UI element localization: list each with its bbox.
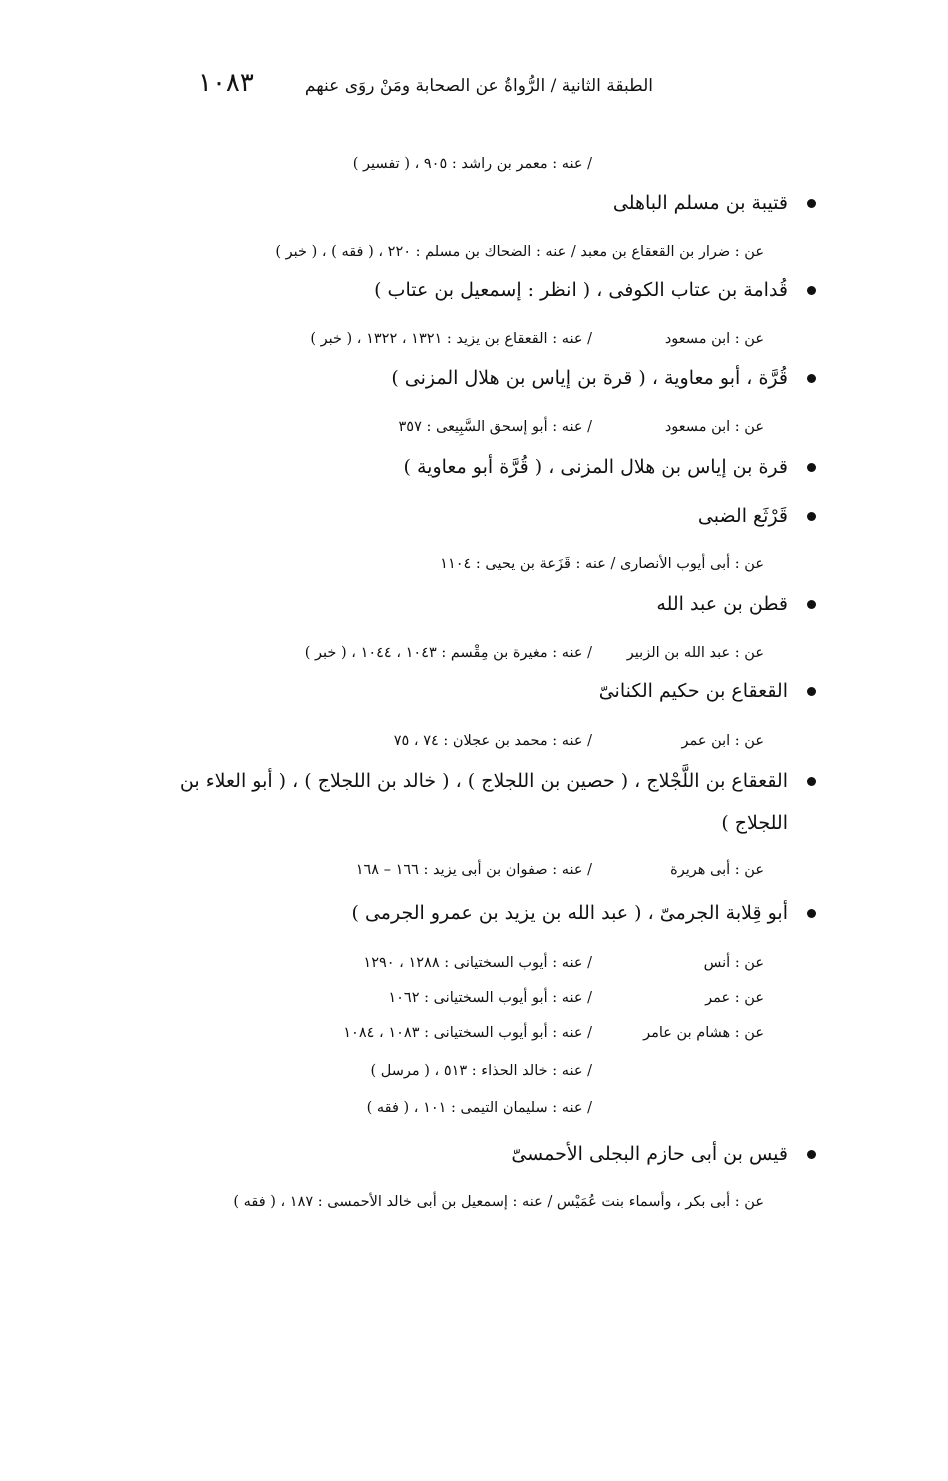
bullet-icon [807, 512, 816, 521]
narrator-from: عن : ابن مسعود [664, 419, 764, 435]
narrator-from: عن : عمر [705, 990, 764, 1006]
entry-heading: قَرْثَع الضبى [697, 505, 788, 527]
page-number: ١٠٨٣ [198, 68, 254, 98]
bullet-icon [807, 463, 816, 472]
running-header-title: الطبقة الثانية / الرُّواةُ عن الصحابة ومَنْ روَى عنهم [304, 76, 653, 96]
narrator-to: / عنه : مغيرة بن مِقْسم : ١٠٤٣ ، ١٠٤٤ ، ( خبر ) [304, 645, 592, 661]
bullet-icon [807, 909, 816, 918]
narrator-to: / عنه : خالد الحذاء : ٥١٣ ، ( مرسل ) [370, 1063, 592, 1079]
entry-heading: قرة بن إياس بن هلال المزنى ، ( قُرَّة أبو معاوية ) [403, 456, 788, 478]
bullet-icon [807, 1150, 816, 1159]
narrator-to: / عنه : محمد بن عجلان : ٧٤ ، ٧٥ [393, 733, 592, 749]
narrator-to: / عنه : سليمان التيمى : ١٠١ ، ( فقه ) [366, 1100, 592, 1116]
bullet-icon [807, 600, 816, 609]
narrator-to: / عنه : أبو إسحق السَّبِيعى : ٣٥٧ [398, 419, 592, 435]
entry-heading: قتيبة بن مسلم الباهلى [612, 192, 788, 214]
bullet-icon [807, 374, 816, 383]
narrator-line: / عنه : معمر بن راشد : ٩٠٥ ، ( تفسير ) [352, 156, 592, 172]
entry-heading-continued: اللجلاج ) [721, 812, 788, 834]
narrator-line: عن : ضرار بن القعقاع بن معبد / عنه : الضحاك بن مسلم : ٢٢٠ ، ( فقه ) ، ( خبر ) [275, 244, 764, 260]
entry-heading: القعقاع بن حكيم الكنانىّ [598, 680, 788, 702]
entry-heading: أبو قِلابة الجرمىّ ، ( عبد الله بن يزيد بن عمرو الجرمى ) [351, 902, 788, 924]
bullet-icon [807, 286, 816, 295]
bullet-icon [807, 687, 816, 696]
narrator-from: عن : أنس [703, 955, 764, 971]
entry-heading: قُرَّة ، أبو معاوية ، ( قرة بن إياس بن هلال المزنى ) [391, 367, 788, 389]
narrator-to: / عنه : أيوب السختيانى : ١٢٨٨ ، ١٢٩٠ [363, 955, 592, 971]
narrator-from: عن : ابن مسعود [664, 331, 764, 347]
entry-heading: قيس بن أبى حازم البجلى الأحمسىّ [511, 1143, 788, 1165]
narrator-line: عن : أبى أيوب الأنصارى / عنه : قَزَعة بن يحيى : ١١٠٤ [440, 556, 764, 572]
narrator-to: / عنه : أبو أيوب السختيانى : ١٠٨٣ ، ١٠٨٤ [343, 1025, 592, 1041]
narrator-to: / عنه : القعقاع بن يزيد : ١٣٢١ ، ١٣٢٢ ، ( خبر ) [310, 331, 592, 347]
entry-heading: القعقاع بن اللَّجْلاج ، ( حصين بن اللجلاج ) ، ( خالد بن اللجلاج ) ، ( أبو العلاء بن [179, 770, 788, 792]
narrator-from: عن : عبد الله بن الزبير [626, 645, 764, 661]
narrator-from: عن : أبى هريرة [670, 862, 764, 878]
narrator-from: عن : هشام بن عامر [643, 1025, 764, 1041]
narrator-from: عن : ابن عمر [681, 733, 764, 749]
entry-heading: قطن بن عبد الله [656, 593, 788, 615]
entry-heading: قُدامة بن عتاب الكوفى ، ( انظر : إسمعيل بن عتاب ) [374, 279, 788, 301]
bullet-icon [807, 199, 816, 208]
narrator-to: / عنه : أبو أيوب السختيانى : ١٠٦٢ [388, 990, 592, 1006]
bullet-icon [807, 777, 816, 786]
narrator-to: / عنه : صفوان بن أبى يزيد : ١٦٦ – ١٦٨ [355, 862, 592, 878]
narrator-line: عن : أبى بكر ، وأسماء بنت عُمَيْس / عنه : إسمعيل بن أبى خالد الأحمسى : ١٨٧ ، ( فقه ) [233, 1194, 764, 1210]
